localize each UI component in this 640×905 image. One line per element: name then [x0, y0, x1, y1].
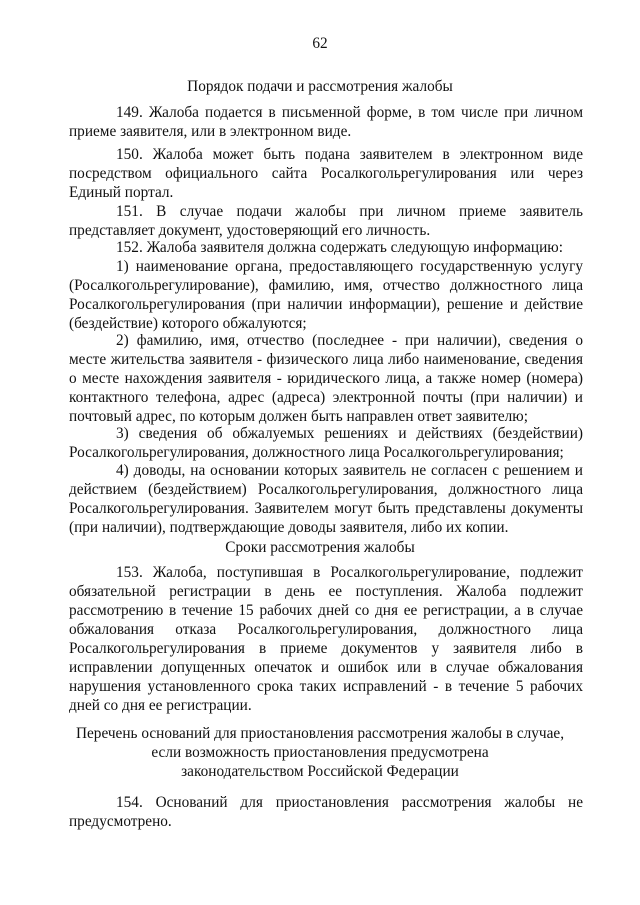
paragraph-153: 153. Жалоба, поступившая в Росалкогольрегулирование, подлежит обязательной регистрации в день ее поступления. Жалоба подлежит рассмотрению в течение 15 рабочих дней со дня ее регистрации, а в случае обжалования отказа Росалкогольрегулирования, должностного лица Росалкогольрегулирования в приеме документов у заявителя либо в исправлении допущенных опечаток и ошибок или в случае обжалования нарушения установленного срока таких исправлений - в течение 5 рабочих дней со дня ее регистрации. — [69, 564, 583, 714]
heading-line-1: Перечень оснований для приостановления рассмотрения жалобы в случае, — [75, 725, 565, 742]
section-heading-suspension-grounds — [60, 724, 580, 781]
heading-line-3: законодательством Российской Федерации — [181, 763, 459, 780]
heading-line-2: если возможность приостановления предусмотрена — [151, 744, 489, 761]
paragraph-154: 154. Оснований для приостановления рассмотрения жалобы не предусмотрено. — [69, 794, 583, 830]
paragraph-152-item-4: 4) доводы, на основании которых заявитель не согласен с решением и действием (бездействием) Росалкогольрегулирования, должностного лица Росалкогольрегулирования. Заявителем могут быть представлены документы (при наличии), подтверждающие доводы заявителя, либо их копии. — [69, 462, 583, 536]
paragraph-152-item-1: 1) наименование органа, предоставляющего государственную услугу (Росалкогольрегулирование), фамилию, имя, отчество должностного лица Росалкогольрегулирования (при наличии информации), решение и действие (бездействие) которого обжалуются; — [69, 258, 583, 332]
paragraph-151: 151. В случае подачи жалобы при личном приеме заявитель представляет документ, удостоверяющий его личность. — [69, 203, 583, 239]
paragraph-152-item-2: 2) фамилию, имя, отчество (последнее - при наличии), сведения о месте жительства заявителя - физического лица либо наименование, сведения о месте нахождения заявителя - юридического лица, а также номер (номера) контактного телефона, адрес (адреса) электронной почты (при наличии) и почтовый адрес, по которым должен быть направлен ответ заявителю; — [69, 332, 583, 425]
paragraph-150: 150. Жалоба может быть подана заявителем в электронном виде посредством официального сайта Росалкогольрегулирования или через Единый портал. — [69, 146, 583, 201]
paragraph-152: 152. Жалоба заявителя должна содержать следующую информацию: — [116, 239, 563, 256]
paragraph-152-item-3: 3) сведения об обжалуемых решениях и действиях (бездействии) Росалкогольрегулирования, должностного лица Росалкогольрегулирования; — [69, 425, 583, 461]
paragraph-149: 149. Жалоба подается в письменной форме, в том числе при личном приеме заявителя, или в электронном виде. — [69, 104, 583, 140]
section-heading-review-terms: Сроки рассмотрения жалобы — [225, 539, 415, 556]
section-heading-complaint-procedure: Порядок подачи и рассмотрения жалобы — [187, 78, 453, 95]
page-number: 62 — [312, 35, 328, 52]
